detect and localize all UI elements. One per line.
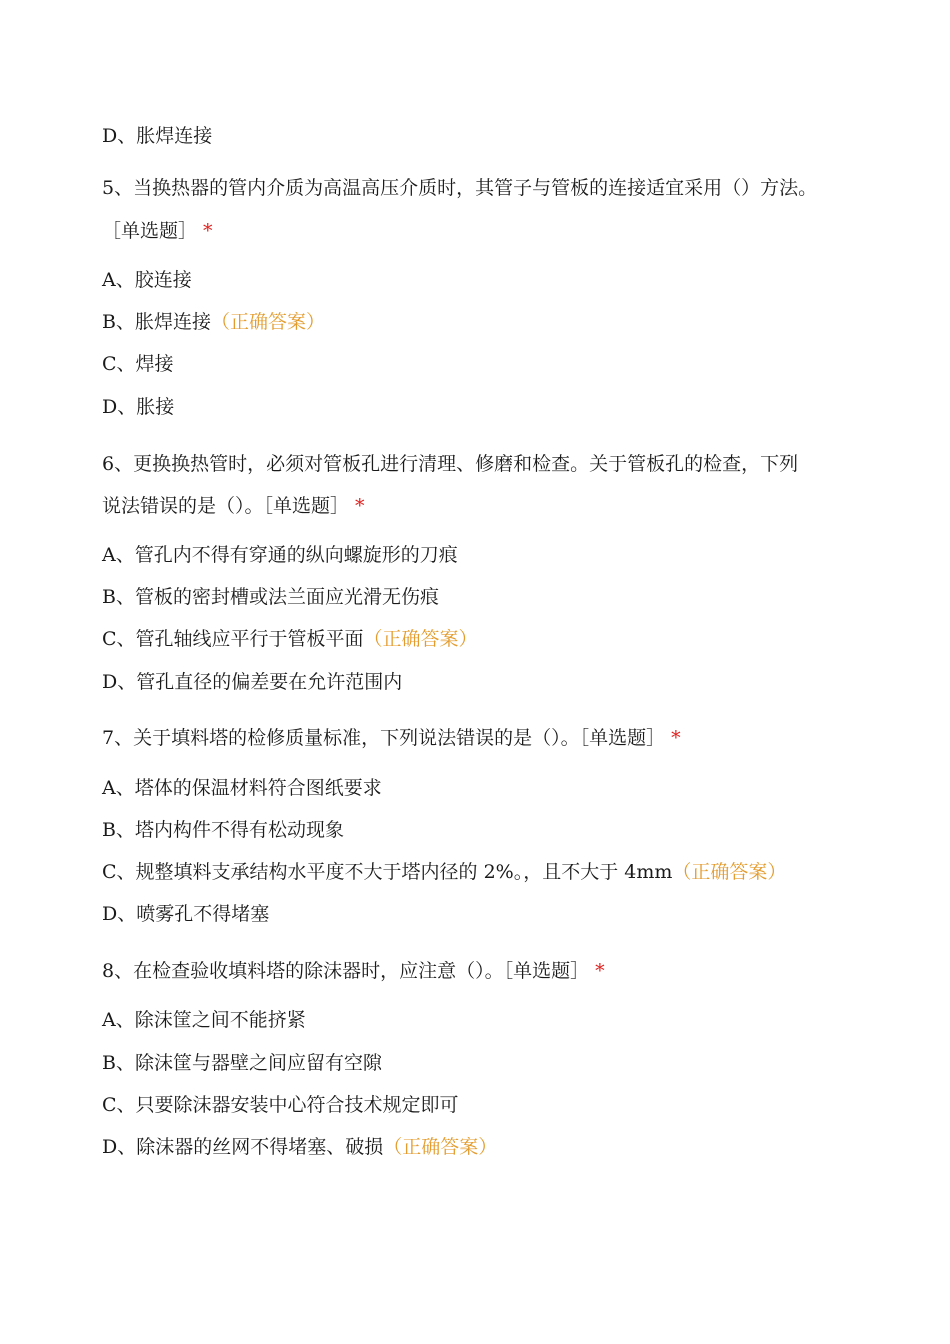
required-marker: * — [203, 220, 213, 242]
option-d — [102, 669, 402, 695]
option-a — [102, 1007, 306, 1033]
required-marker: * — [671, 727, 681, 749]
option-text: D、喷雾孔不得堵塞 — [102, 903, 270, 925]
option-text: A、除沫筐之间不能挤紧 — [102, 1009, 306, 1031]
question-text: 6、更换换热管时，必须对管板孔进行清理、修磨和检查。关于管板孔的检查，下列 — [102, 453, 799, 475]
required-marker: * — [595, 960, 605, 982]
option-c — [102, 1092, 459, 1118]
question-5-stem-line1 — [102, 175, 817, 201]
question-text: 说法错误的是（）。［单选题］ — [102, 495, 350, 517]
option-text: C、焊接 — [102, 353, 174, 375]
question-text: 5、当换热器的管内介质为高温高压介质时，其管子与管板的连接适宜采用（）方法。 — [102, 177, 818, 199]
option-text: D、胀焊连接 — [102, 125, 213, 147]
option-a — [102, 542, 458, 568]
option-text: B、除沫筐与器壁之间应留有空隙 — [102, 1052, 382, 1074]
option-b — [102, 817, 344, 843]
correct-answer-tag: （正确答案） — [363, 628, 478, 650]
option-c — [102, 351, 174, 377]
option-d — [102, 123, 212, 149]
option-text: D、胀接 — [102, 396, 175, 418]
option-text: B、管板的密封槽或法兰面应光滑无伤痕 — [102, 586, 439, 608]
correct-answer-tag: （正确答案） — [210, 311, 325, 333]
option-c — [102, 859, 786, 885]
option-text: B、塔内构件不得有松动现象 — [102, 819, 344, 841]
question-7-stem — [102, 725, 681, 751]
option-d — [102, 901, 269, 927]
option-d — [102, 1134, 497, 1160]
option-text: C、规整填料支承结构水平度不大于塔内径的 2%。，且不大于 4mm — [102, 861, 673, 883]
option-text: A、胶连接 — [102, 269, 192, 291]
option-text: C、只要除沫器安装中心符合技术规定即可 — [102, 1094, 459, 1116]
option-a — [102, 267, 192, 293]
option-text: A、管孔内不得有穿通的纵向螺旋形的刀痕 — [102, 544, 458, 566]
question-6-stem-line2 — [102, 493, 365, 519]
question-6-stem-line1 — [102, 451, 798, 477]
option-c — [102, 626, 478, 652]
required-marker: * — [355, 495, 365, 517]
option-d — [102, 394, 174, 420]
option-b — [102, 1050, 382, 1076]
option-b — [102, 309, 325, 335]
option-text: C、管孔轴线应平行于管板平面 — [102, 628, 364, 650]
option-b — [102, 584, 439, 610]
option-text: D、除沫器的丝网不得堵塞、破损 — [102, 1136, 384, 1158]
question-8-stem — [102, 958, 605, 984]
option-text: A、塔体的保温材料符合图纸要求 — [102, 777, 382, 799]
question-type: ［单选题］ — [102, 220, 198, 242]
option-a — [102, 775, 382, 801]
question-text: 8、在检查验收填料塔的除沫器时，应注意（）。［单选题］ — [102, 960, 590, 982]
option-text: D、管孔直径的偏差要在允许范围内 — [102, 671, 403, 693]
question-5-stem-line2 — [102, 218, 213, 244]
correct-answer-tag: （正确答案） — [383, 1136, 498, 1158]
question-text: 7、关于填料塔的检修质量标准，下列说法错误的是（）。［单选题］ — [102, 727, 666, 749]
correct-answer-tag: （正确答案） — [672, 861, 787, 883]
option-text: B、胀焊连接 — [102, 311, 211, 333]
